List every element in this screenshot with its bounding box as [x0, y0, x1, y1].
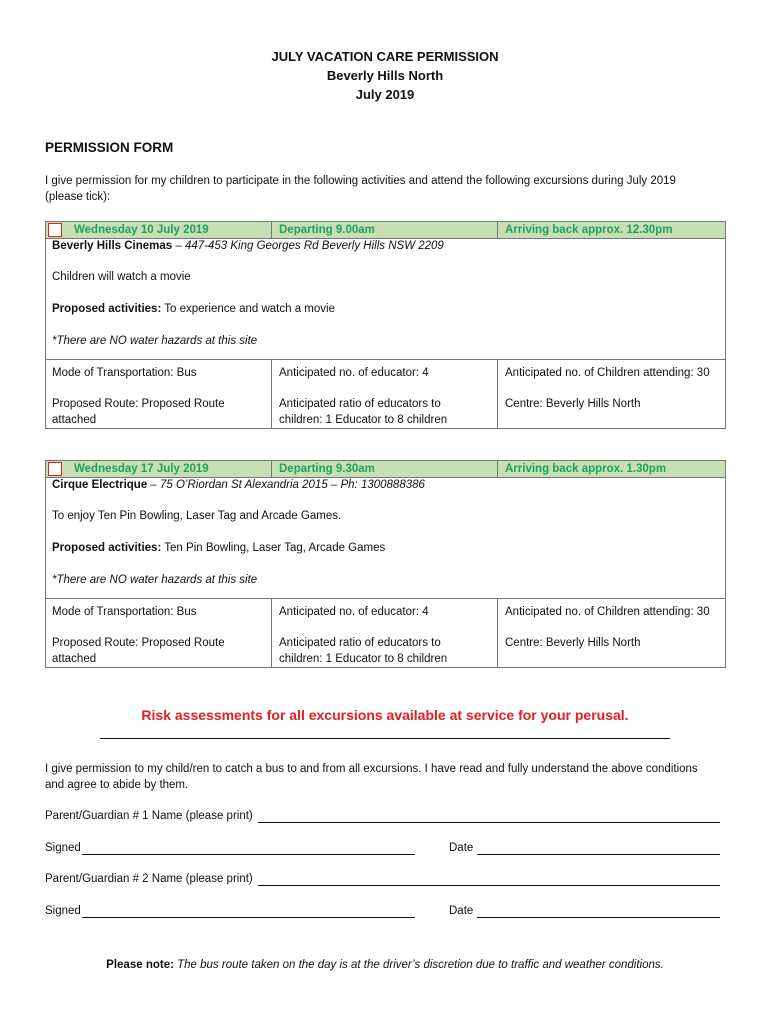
- guardian2-name-field[interactable]: [258, 873, 720, 886]
- excursion-hazards-1: *There are NO water hazards at this site: [52, 335, 258, 347]
- header-divider: [497, 461, 498, 477]
- excursion-activities-2: [52, 540, 385, 556]
- header-divider: [271, 222, 272, 238]
- intro-line-2: (please tick):: [45, 191, 111, 203]
- consent-line-1: I give permission to my child/ren to catch a bus to and from all excursions. I have read and fully understand the above conditions: [45, 763, 698, 775]
- excursion-route-1b: attached: [52, 414, 97, 426]
- excursion-children-2: Anticipated no. of Children attending: 30: [505, 606, 710, 618]
- excursion-transport-1: Mode of Transportation: Bus: [52, 367, 197, 379]
- footer-text: The bus route taken on the day is at the driver’s discretion due to traffic and weather conditions.: [173, 959, 664, 971]
- excursion-activities-1: [52, 301, 335, 317]
- table-rule: [46, 359, 725, 360]
- date1-label: Date: [449, 842, 474, 854]
- table-divider: [497, 359, 498, 429]
- excursion-checkbox-1[interactable]: [48, 223, 62, 237]
- signed1-field[interactable]: [82, 842, 415, 855]
- excursion-venue-line-1: [52, 238, 444, 254]
- excursion-hazards-2: *There are NO water hazards at this site: [52, 574, 258, 586]
- guardian2-name-label: Parent/Guardian # 2 Name (please print): [45, 873, 253, 885]
- guardian1-name-label: Parent/Guardian # 1 Name (please print): [45, 810, 253, 822]
- excursion-card-1: [45, 221, 726, 429]
- excursion-ratio-1b: children: 1 Educator to 8 children: [279, 414, 448, 426]
- guardian1-name-field[interactable]: [258, 810, 720, 823]
- activities-text: To experience and watch a movie: [161, 303, 335, 315]
- date1-field[interactable]: [477, 842, 720, 855]
- excursion-route-1a: Proposed Route: Proposed Route: [52, 398, 225, 410]
- activities-text: Ten Pin Bowling, Laser Tag, Arcade Games: [161, 542, 386, 554]
- excursion-route-2b: attached: [52, 653, 97, 665]
- excursion-ratio-1a: Anticipated ratio of educators to: [279, 398, 441, 410]
- footer-label: Please note:: [106, 959, 174, 971]
- venue-name: Cirque Electrique: [52, 479, 148, 491]
- venue-address: – 447-453 King Georges Rd Beverly Hills NSW 2209: [172, 240, 444, 252]
- intro-line-1: I give permission for my children to participate in the following activities and attend the following excursions during July 2019: [45, 175, 676, 187]
- excursion-centre-2: Centre: Beverly Hills North: [505, 637, 641, 649]
- excursion-educators-1: Anticipated no. of educator: 4: [279, 367, 429, 379]
- excursion-header-1: [46, 222, 725, 239]
- excursion-departing-2: Departing 9.30am: [279, 463, 375, 475]
- excursion-ratio-2b: children: 1 Educator to 8 children: [279, 653, 448, 665]
- excursion-centre-1: Centre: Beverly Hills North: [505, 398, 641, 410]
- excursion-header-2: [46, 461, 725, 478]
- excursion-children-1: Anticipated no. of Children attending: 30: [505, 367, 710, 379]
- excursion-arriving-1: Arriving back approx. 12.30pm: [505, 224, 673, 236]
- excursion-educators-2: Anticipated no. of educator: 4: [279, 606, 429, 618]
- permission-form-title: PERMISSION FORM: [45, 140, 174, 155]
- doc-date: July 2019: [355, 87, 415, 102]
- excursion-route-2a: Proposed Route: Proposed Route: [52, 637, 225, 649]
- header-divider: [497, 222, 498, 238]
- excursion-card-2: [45, 460, 726, 668]
- date2-label: Date: [449, 905, 474, 917]
- excursion-ratio-2a: Anticipated ratio of educators to: [279, 637, 441, 649]
- excursion-checkbox-2[interactable]: [48, 462, 62, 476]
- table-rule: [46, 598, 725, 599]
- doc-subtitle: Beverly Hills North: [326, 68, 444, 83]
- risk-notice: Risk assessments for all excursions available at service for your perusal.: [141, 707, 629, 723]
- excursion-departing-1: Departing 9.00am: [279, 224, 375, 236]
- signed2-label: Signed: [45, 905, 81, 917]
- footer-note: [0, 959, 770, 971]
- table-divider: [271, 359, 272, 429]
- excursion-date-2: Wednesday 17 July 2019: [74, 463, 209, 475]
- doc-title: JULY VACATION CARE PERMISSION: [271, 49, 499, 64]
- venue-name: Beverly Hills Cinemas: [52, 240, 173, 252]
- excursion-date-1: Wednesday 10 July 2019: [74, 224, 209, 236]
- consent-line-2: and agree to abide by them.: [45, 779, 189, 791]
- excursion-description-1: Children will watch a movie: [52, 271, 191, 283]
- table-divider: [497, 598, 498, 668]
- excursion-transport-2: Mode of Transportation: Bus: [52, 606, 197, 618]
- header-divider: [271, 461, 272, 477]
- excursion-description-2: To enjoy Ten Pin Bowling, Laser Tag and Arcade Games.: [52, 510, 342, 522]
- activities-label: Proposed activities:: [52, 303, 162, 315]
- signed1-label: Signed: [45, 842, 81, 854]
- divider-rule: [100, 738, 670, 739]
- activities-label: Proposed activities:: [52, 542, 162, 554]
- venue-address: – 75 O’Riordan St Alexandria 2015 – Ph: 1300888386: [147, 479, 425, 491]
- excursion-arriving-2: Arriving back approx. 1.30pm: [505, 463, 667, 475]
- excursion-venue-line-2: [52, 477, 425, 493]
- signed2-field[interactable]: [82, 905, 415, 918]
- date2-field[interactable]: [477, 905, 720, 918]
- table-divider: [271, 598, 272, 668]
